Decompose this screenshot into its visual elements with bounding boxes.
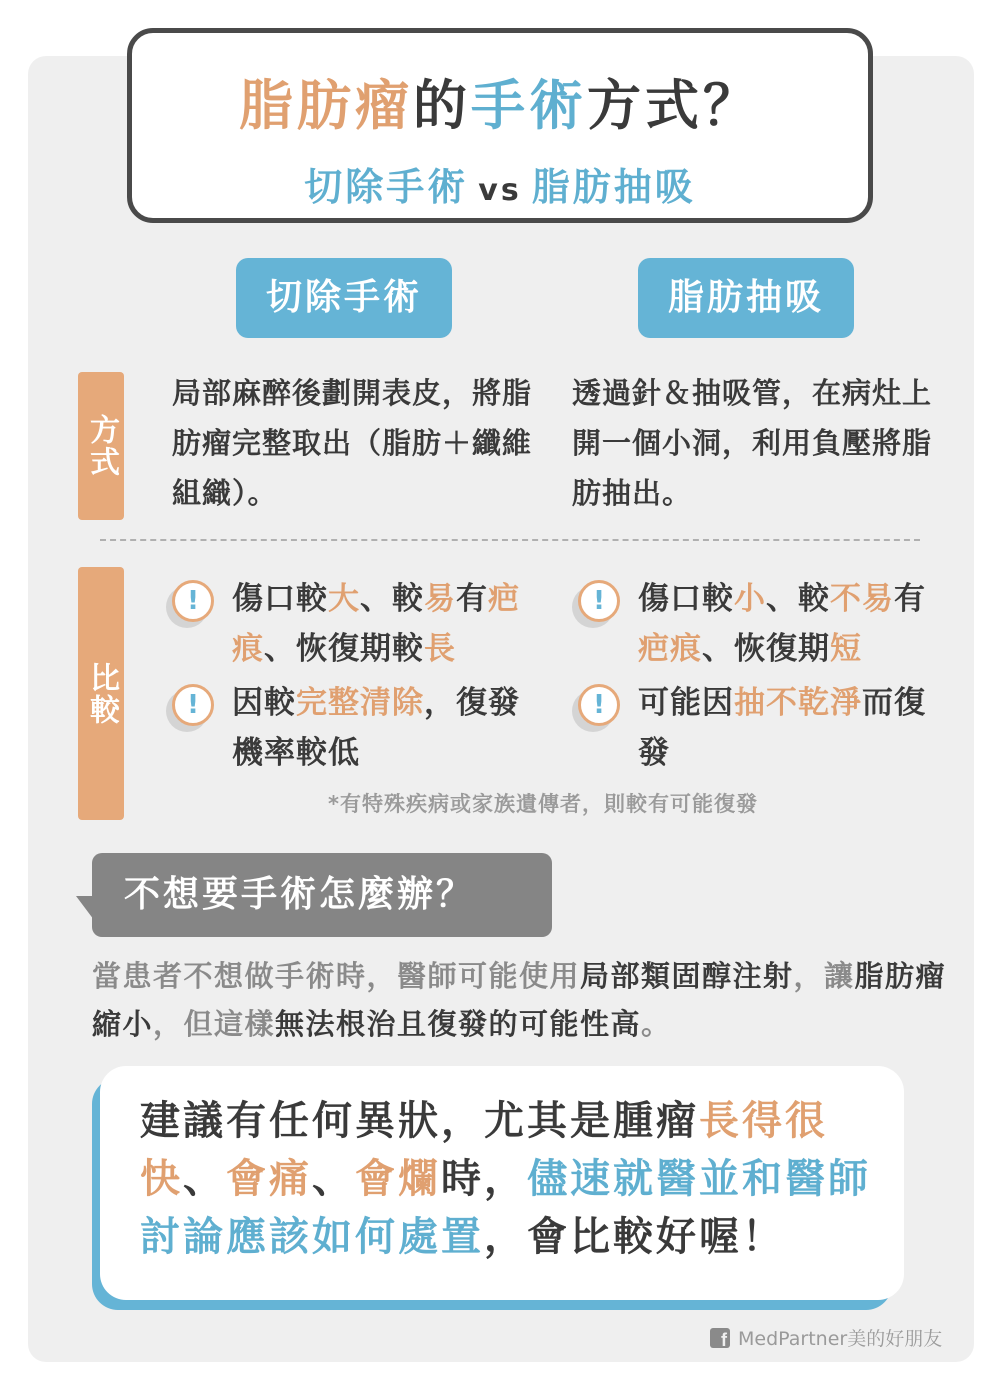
compare-text (232, 574, 532, 674)
text-segment: 疤痕 (638, 631, 702, 667)
excision-method-text: 局部麻醉後劃開表皮，將脂肪瘤完整取出（脂肪＋纖維組織）。 (172, 376, 533, 510)
text-segment: 小 (734, 581, 766, 617)
text-segment: 、 (312, 1156, 355, 1202)
text-segment: 因較 (232, 685, 296, 721)
text-segment: 會痛 (226, 1156, 312, 1202)
text-segment: 手術 (471, 74, 587, 137)
text-segment: 長得很快 (140, 1098, 828, 1202)
text-segment: 當患者不想做手術時，醫師可能使用 (92, 959, 581, 993)
text-segment: 建議有任何異狀，尤其是腫瘤 (140, 1098, 699, 1144)
text-segment: 短 (830, 631, 862, 667)
text-segment: 局部類固醇注射 (580, 959, 794, 993)
text-segment: ，會比較好喔！ (484, 1214, 785, 1260)
text-segment: 時， (441, 1156, 527, 1202)
exclamation-icon: ! (578, 684, 622, 728)
subtitle-vs: vs (478, 173, 522, 208)
text-segment: 而復發 (638, 685, 926, 771)
text-segment: 、較 (766, 581, 830, 617)
text-segment: ，但這樣 (153, 1007, 276, 1041)
text-segment: 可能因 (638, 685, 734, 721)
text-segment: 易 (424, 581, 456, 617)
liposuction-method-text: 透過針＆抽吸管，在病灶上開一個小洞，利用負壓將脂肪抽出。 (572, 376, 933, 510)
excision-header: 切除手術 (236, 258, 452, 338)
exclamation-icon: ! (172, 580, 216, 624)
page-subtitle (132, 165, 868, 213)
text-segment: 儘速就醫並和醫師討論應該如何處置 (140, 1156, 871, 1260)
exclamation-icon: ! (172, 684, 216, 728)
advice-text (140, 1092, 904, 1266)
footer-credit (710, 1324, 942, 1351)
advice-box (100, 1066, 904, 1300)
text-segment: 疤痕 (232, 581, 520, 667)
compare-row-label: 比較 (78, 567, 124, 820)
text-segment: 、恢復期 (702, 631, 830, 667)
compare-text (638, 678, 938, 778)
text-segment: 抽不乾淨 (734, 685, 862, 721)
text-segment: 傷口較 (232, 581, 328, 617)
page-title (132, 73, 868, 139)
text-segment: 不易 (830, 581, 894, 617)
facebook-icon: f (710, 1328, 730, 1348)
text-segment: 無法根治且復發的可能性高 (275, 1007, 642, 1041)
text-segment: 、恢復期較 (264, 631, 424, 667)
text-segment: 完整清除 (296, 685, 424, 721)
text-segment: ，復發機率較低 (232, 685, 520, 771)
recurrence-note: *有特殊疾病或家族遺傳者，則較有可能復發 (328, 792, 758, 816)
liposuction-header: 脂肪抽吸 (638, 258, 854, 338)
text-segment: 、 (183, 1156, 226, 1202)
speech-bubble-heading: 不想要手術怎麼辦？ (92, 853, 552, 937)
subtitle-excision: 切除手術 (304, 165, 469, 209)
text-segment: 脂肪瘤縮小 (92, 959, 947, 1041)
text-segment: 會爛 (355, 1156, 441, 1202)
text-segment: ，讓 (793, 959, 855, 993)
text-segment: 方式？ (587, 74, 761, 137)
compare-text (232, 678, 532, 778)
text-segment: 長 (424, 631, 456, 667)
text-segment: 、較 (360, 581, 424, 617)
text-segment: 。 (641, 1007, 672, 1041)
footer-brand: MedPartner美的好朋友 (738, 1328, 943, 1350)
steroid-injection-text (92, 952, 952, 1048)
text-segment: 大 (328, 581, 360, 617)
compare-text (638, 574, 938, 674)
text-segment: 有 (456, 581, 488, 617)
method-row-label: 方式 (78, 372, 124, 520)
title-box (127, 28, 873, 223)
text-segment: 脂肪瘤 (239, 74, 413, 137)
text-segment: 的 (413, 74, 471, 137)
subtitle-liposuction: 脂肪抽吸 (531, 165, 696, 209)
text-segment: 有 (894, 581, 926, 617)
exclamation-icon: ! (578, 580, 622, 624)
section-divider (100, 539, 920, 541)
text-segment: 傷口較 (638, 581, 734, 617)
